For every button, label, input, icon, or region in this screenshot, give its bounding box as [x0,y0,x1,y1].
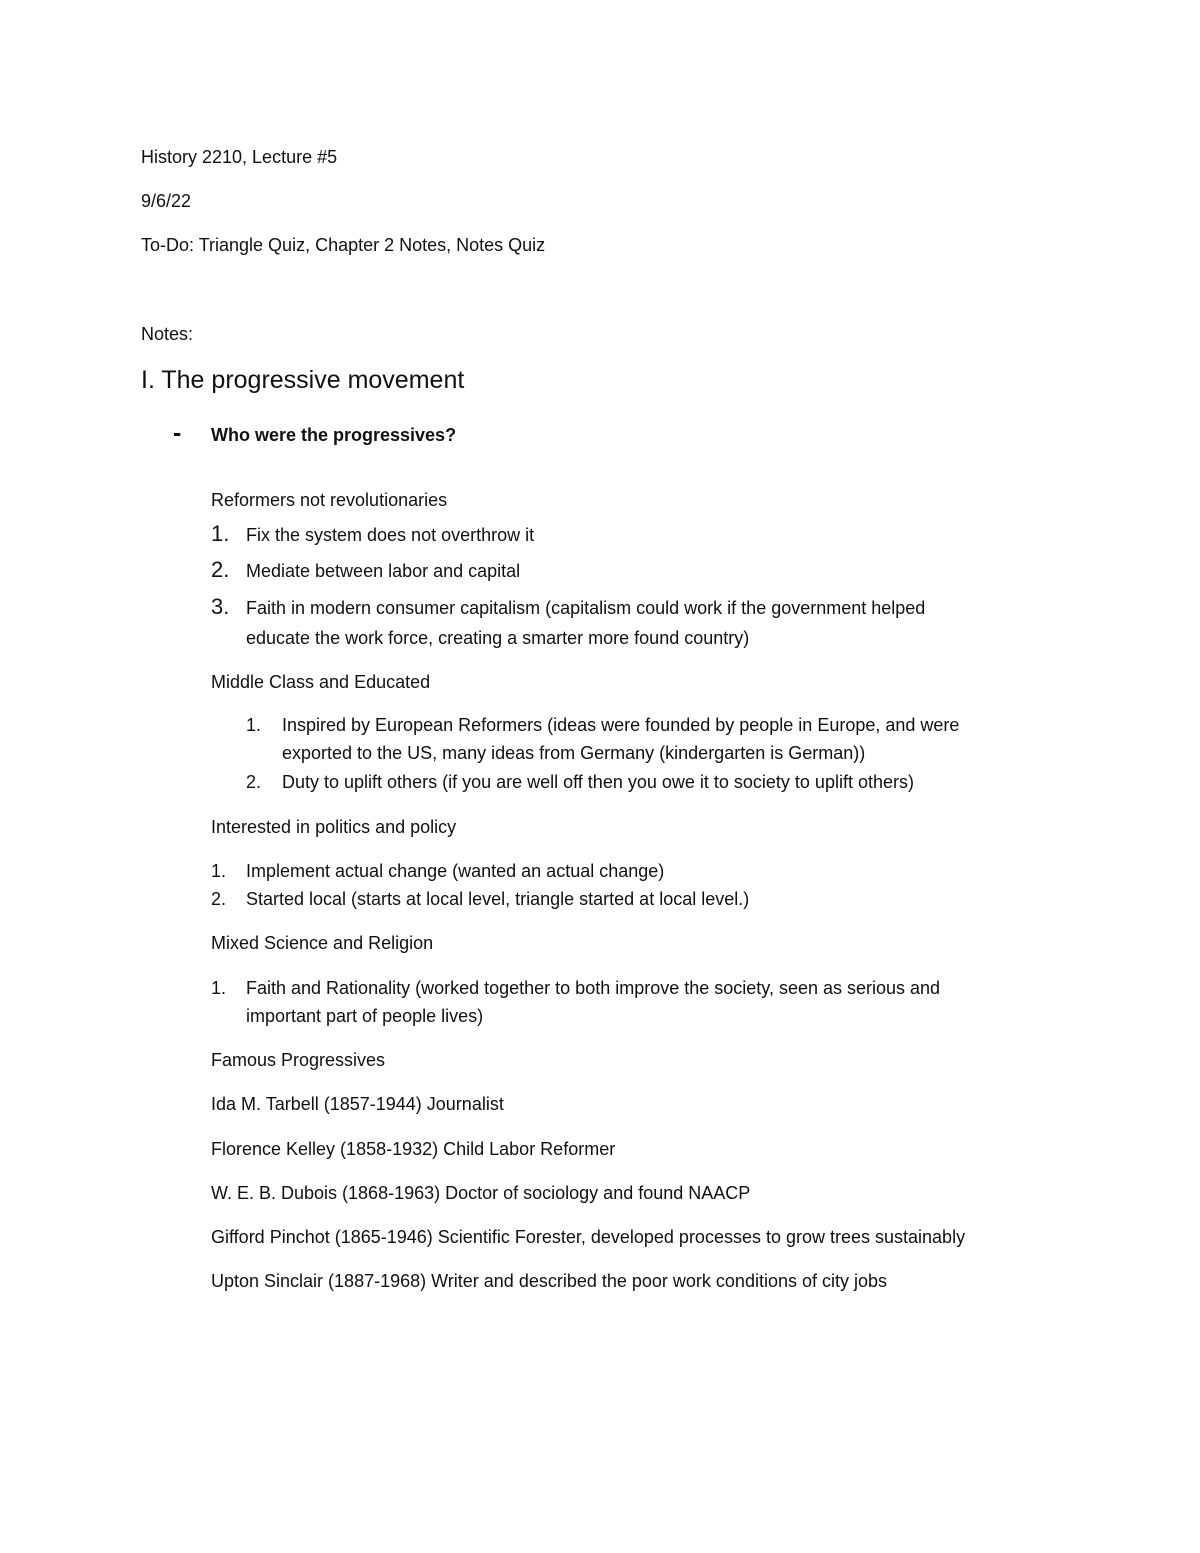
list-item-continuation: educate the work force, creating a smarter more found country) [246,628,750,648]
list-number: 1. [246,715,262,735]
famous-person: Ida M. Tarbell (1857-1944) Journalist [211,1094,504,1114]
list-number: 2. [246,772,262,792]
list-item: Faith in modern consumer capitalism (capitalism could work if the government helped [246,598,926,618]
list-item: Started local (starts at local level, triangle started at local level.) [246,889,750,909]
list-number: 2. [211,557,230,582]
list-item: Duty to uplift others (if you are well off then you owe it to society to uplift others) [282,772,914,792]
todo-line: To-Do: Triangle Quiz, Chapter 2 Notes, Notes Quiz [141,235,546,255]
list-number: 1. [211,521,230,546]
famous-person: Upton Sinclair (1887-1968) Writer and described the poor work conditions of city jobs [211,1271,888,1291]
politics-heading: Interested in politics and policy [211,817,457,837]
course-title: History 2210, Lecture #5 [141,147,338,167]
list-item: Implement actual change (wanted an actual change) [246,861,665,881]
famous-heading: Famous Progressives [211,1050,386,1070]
list-item-continuation: exported to the US, many ideas from Germany (kindergarten is German)) [282,743,866,763]
list-item: Faith and Rationality (worked together to both improve the society, seen as serious and [246,978,941,998]
list-item: Fix the system does not overthrow it [246,525,535,545]
famous-person: Florence Kelley (1858-1932) Child Labor Reformer [211,1139,616,1159]
famous-person: Gifford Pinchot (1865-1946) Scientific Forester, developed processes to grow trees sustainably [211,1227,966,1247]
bullet-dash: - [173,419,182,447]
science-heading: Mixed Science and Religion [211,933,434,953]
list-number: 2. [211,889,227,909]
list-number: 1. [211,978,227,998]
list-item-continuation: important part of people lives) [246,1006,484,1026]
reformers-heading: Reformers not revolutionaries [211,490,448,510]
list-number: 3. [211,594,230,619]
list-item: Inspired by European Reformers (ideas were founded by people in Europe, and were [282,715,960,735]
famous-person: W. E. B. Dubois (1868-1963) Doctor of sociology and found NAACP [211,1183,751,1203]
section-question: Who were the progressives? [211,425,457,445]
section-heading: I. The progressive movement [141,366,465,394]
notes-label: Notes: [141,324,194,344]
list-item: Mediate between labor and capital [246,561,521,581]
lecture-date: 9/6/22 [141,191,192,211]
middle-class-heading: Middle Class and Educated [211,672,431,692]
list-number: 1. [211,861,227,881]
